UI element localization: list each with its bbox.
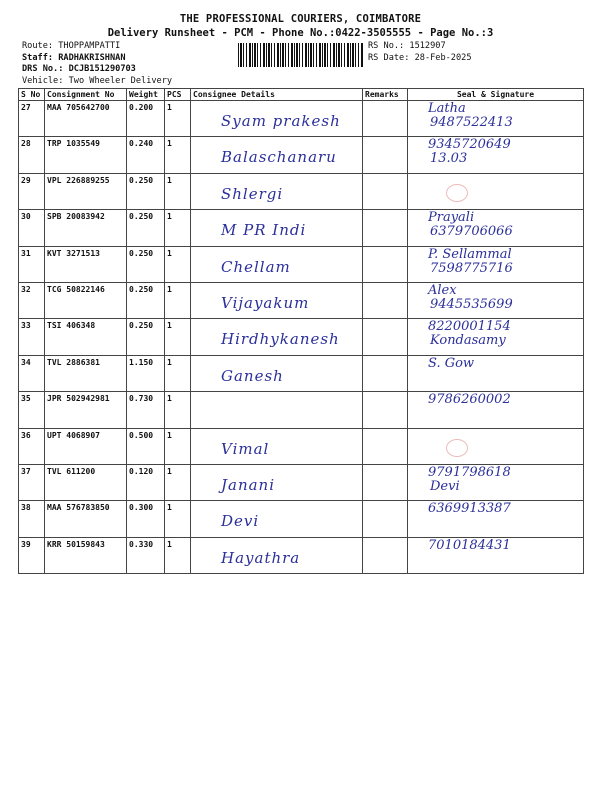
row-weight: 0.300 [127,501,165,537]
rs-no-line [368,41,472,53]
row-weight: 0.330 [127,537,165,573]
signature-phone: 13.03 [430,151,468,167]
row-signature [408,392,584,428]
table-body [19,101,584,574]
consignee-handwritten-name: Ganesh [221,366,284,385]
row-weight: 0.250 [127,173,165,209]
row-signature [408,101,584,137]
table-row [19,173,584,209]
table-header-row [19,89,584,101]
row-weight: 0.120 [127,464,165,500]
row-pcs: 1 [165,173,191,209]
signature-text: S. Gow [428,355,475,371]
row-sno: 39 [19,537,45,573]
runsheet [18,12,583,567]
row-signature [408,173,584,209]
signature-text: 9791798618 [428,464,511,480]
row-signature [408,319,584,355]
row-weight: 0.500 [127,428,165,464]
row-pcs: 1 [165,392,191,428]
row-weight: 0.250 [127,210,165,246]
row-sno: 31 [19,246,45,282]
row-remarks [363,428,408,464]
row-sno: 28 [19,137,45,173]
row-signature [408,210,584,246]
row-signature [408,428,584,464]
vehicle-value: Two Wheeler Delivery [68,75,173,86]
signature-phone: 7598775716 [430,260,513,276]
table-row [19,428,584,464]
runsheet-subtitle: Delivery Runsheet - PCM - Phone No.:0422-3505555 - Page No.:3 [107,27,494,39]
col-seal: Seal & Signature [408,89,584,101]
consignee-handwritten-name: Vijayakum [221,293,310,312]
signature-text: Alex [428,282,457,298]
table-row [19,355,584,391]
meta-left [22,41,172,87]
signature-phone: Kondasamy [430,333,506,349]
row-weight: 0.250 [127,282,165,318]
table-row [19,210,584,246]
row-remarks [363,137,408,173]
consignee-handwritten-name: Vimal [221,439,270,458]
route-value: THOPPAMPATTI [58,41,121,51]
table-row [19,137,584,173]
table-row [19,282,584,318]
signature-text: 7010184431 [428,537,511,553]
meta-right [368,41,472,64]
row-sno: 38 [19,501,45,537]
row-consignment: TSI 406348 [45,319,127,355]
rs-date-label: RS Date: [368,52,410,63]
row-sno: 30 [19,210,45,246]
col-pcs: PCS [165,89,191,101]
row-consignment: MAA 576783850 [45,501,127,537]
consignee-handwritten-name: M PR Indi [221,221,307,240]
rs-date-value: 28-Feb-2025 [414,52,472,63]
row-consignee [191,537,363,573]
drs-line [22,64,172,76]
row-consignee [191,392,363,428]
table-row [19,501,584,537]
table-row [19,319,584,355]
vehicle-line [22,76,172,88]
table-row [19,464,584,500]
row-weight: 0.240 [127,137,165,173]
row-sno: 29 [19,173,45,209]
row-consignment: MAA 705642700 [45,101,127,137]
barcode [238,43,364,67]
row-consignee [191,137,363,173]
route-line [22,41,172,53]
row-signature [408,501,584,537]
signature-text: 6369913387 [428,501,511,517]
signature-text: 9345720649 [428,137,511,153]
row-consignment: KRR 50159843 [45,537,127,573]
route-label: Route: [22,41,54,51]
staff-line [22,53,172,65]
row-sno: 36 [19,428,45,464]
seal-stamp [446,184,468,202]
row-consignee [191,464,363,500]
row-sno: 34 [19,355,45,391]
consignee-handwritten-name: Balaschanaru [221,148,337,167]
row-weight: 0.250 [127,319,165,355]
row-consignee [191,210,363,246]
signature-text: P. Sellammal [428,246,512,262]
row-pcs: 1 [165,501,191,537]
consignee-handwritten-name: Shlergi [221,184,284,203]
row-weight: 1.150 [127,355,165,391]
row-sno: 33 [19,319,45,355]
signature-phone: 9445535699 [430,296,513,312]
row-consignee [191,501,363,537]
row-pcs: 1 [165,464,191,500]
row-signature [408,246,584,282]
table-row [19,392,584,428]
row-remarks [363,246,408,282]
signature-text: Prayali [428,210,475,226]
col-consignment: Consignment No [45,89,127,101]
row-pcs: 1 [165,137,191,173]
row-consignment: TVL 611200 [45,464,127,500]
signature-text: 9786260002 [428,392,511,408]
row-sno: 35 [19,392,45,428]
consignee-handwritten-name: Hirdhykanesh [221,330,340,349]
vehicle-label: Vehicle: [22,75,64,86]
signature-text: 8220001154 [428,319,511,335]
row-sno: 27 [19,101,45,137]
consignee-handwritten-name: Janani [221,475,276,494]
col-remarks: Remarks [363,89,408,101]
row-weight: 0.200 [127,101,165,137]
row-pcs: 1 [165,101,191,137]
rs-no-label: RS No.: [368,41,405,51]
row-weight: 0.250 [127,246,165,282]
staff-label: Staff: [22,52,54,63]
row-consignee [191,173,363,209]
row-consignment: JPR 502942981 [45,392,127,428]
row-remarks [363,537,408,573]
row-consignment: UPT 4068907 [45,428,127,464]
drs-value: DCJB151290703 [68,64,136,74]
table-row [19,537,584,573]
row-consignment: SPB 20083942 [45,210,127,246]
row-pcs: 1 [165,282,191,318]
seal-stamp [446,439,468,457]
drs-label: DRS No.: [22,64,64,74]
row-remarks [363,282,408,318]
row-remarks [363,355,408,391]
row-consignment: KVT 3271513 [45,246,127,282]
row-signature [408,282,584,318]
signature-phone: 6379706066 [430,224,513,240]
runsheet-meta [18,41,583,89]
table-row [19,101,584,137]
row-weight: 0.730 [127,392,165,428]
row-signature [408,464,584,500]
row-consignment: TCG 50822146 [45,282,127,318]
row-pcs: 1 [165,537,191,573]
signature-phone: 9487522413 [430,115,513,130]
signature-phone: Devi [430,478,460,494]
row-remarks [363,464,408,500]
row-pcs: 1 [165,210,191,246]
consignee-handwritten-name: Chellam [221,257,291,276]
row-consignee [191,428,363,464]
row-pcs: 1 [165,355,191,391]
consignee-handwritten-name: Devi [221,512,260,531]
col-consignee: Consignee Details [191,89,363,101]
signature-text: Latha [428,101,466,116]
row-remarks [363,501,408,537]
row-sno: 32 [19,282,45,318]
row-remarks [363,392,408,428]
row-signature [408,137,584,173]
row-pcs: 1 [165,246,191,282]
col-weight: Weight [127,89,165,101]
row-consignment: TRP 1035549 [45,137,127,173]
rs-date-line [368,53,472,65]
row-consignee [191,355,363,391]
row-sno: 37 [19,464,45,500]
company-title: THE PROFESSIONAL COURIERS, COIMBATORE [179,13,422,25]
delivery-table [18,88,584,574]
row-remarks [363,173,408,209]
row-remarks [363,101,408,137]
row-consignment: VPL 226889255 [45,173,127,209]
staff-value: RADHAKRISHNAN [58,52,126,63]
row-remarks [363,210,408,246]
row-consignment: TVL 2886381 [45,355,127,391]
rs-no-value: 1512907 [409,41,446,51]
row-remarks [363,319,408,355]
consignee-handwritten-name: Syam prakesh [221,112,341,130]
col-sno: S No [19,89,45,101]
row-consignee [191,101,363,137]
consignee-handwritten-name: Hayathra [221,548,301,567]
table-row [19,246,584,282]
row-consignee [191,319,363,355]
row-consignee [191,282,363,318]
row-signature [408,537,584,573]
row-consignee [191,246,363,282]
row-pcs: 1 [165,319,191,355]
row-pcs: 1 [165,428,191,464]
row-signature [408,355,584,391]
